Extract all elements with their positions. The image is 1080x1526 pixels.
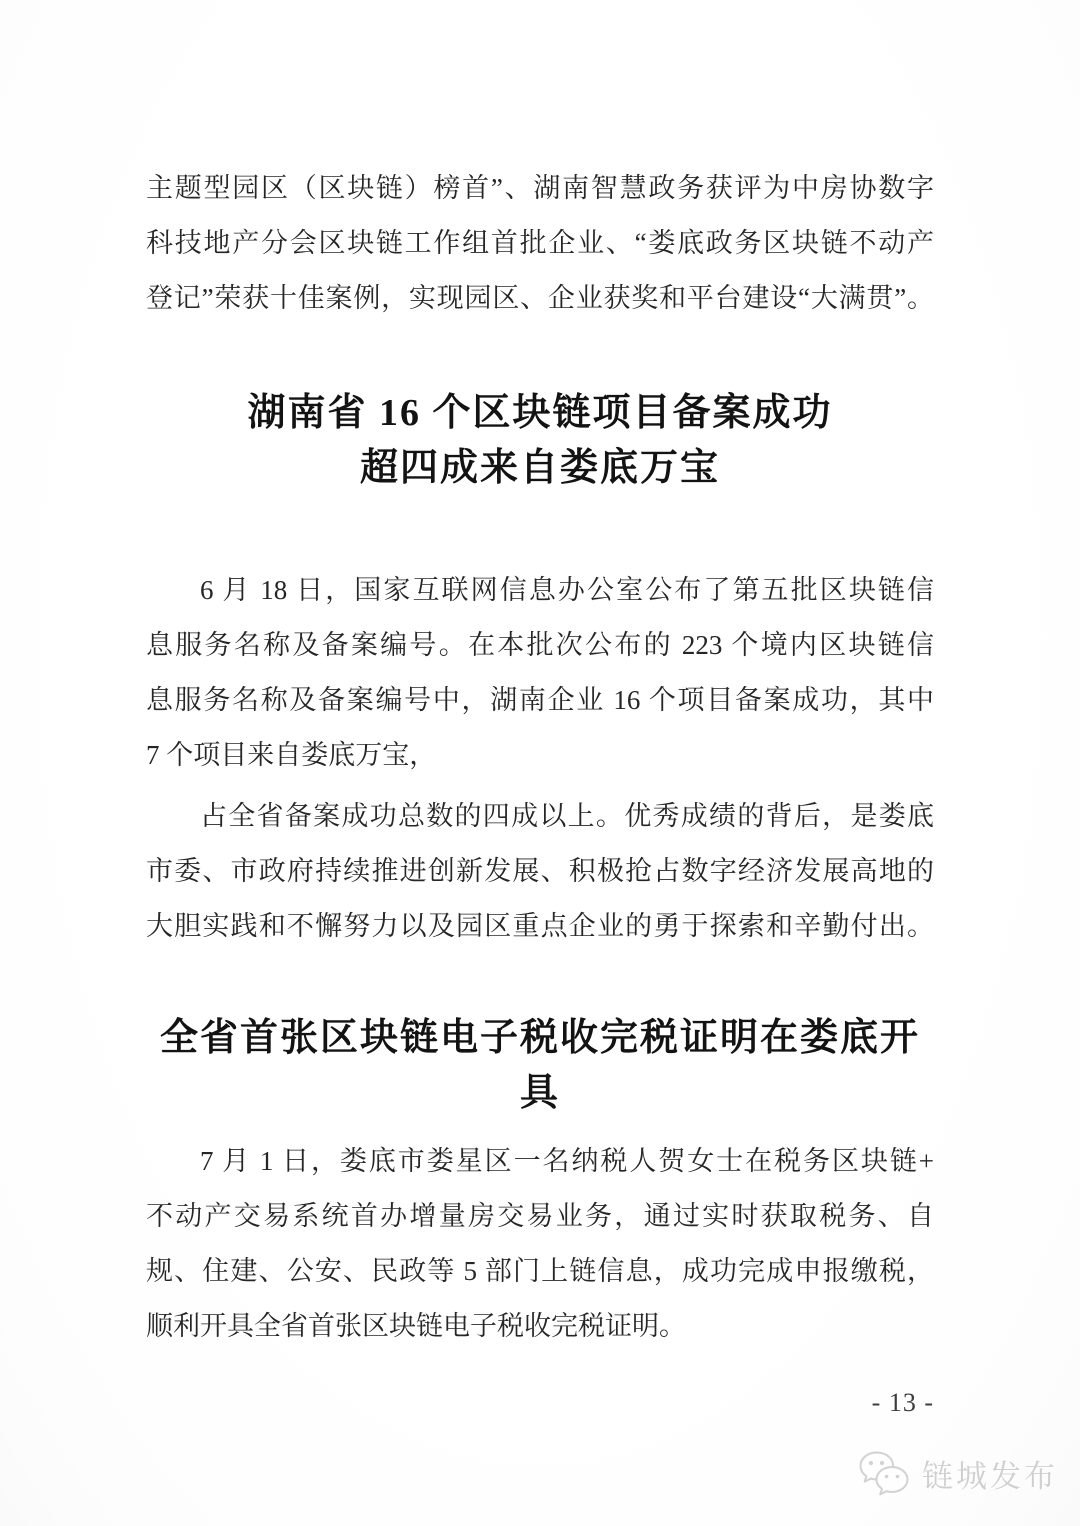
text-line: 主题型园区（区块链）榜首”、湖南智慧政务获评为中房协数字 [146,173,934,203]
page-number: - 13 - [871,1388,934,1417]
text-line: 占全省备案成功总数的四成以上。优秀成绩的背后，是娄底 [200,801,934,831]
section-heading-tax-certificate [146,1011,934,1114]
text-line: 规、住建、公安、民政等 5 部门上链信息，成功完成申报缴税， [146,1256,934,1286]
text-line: 7 月 1 日，娄底市娄星区一名纳税人贺女士在税务区块链+ [200,1146,934,1176]
watermark-label: 链城发布 [922,1458,1058,1494]
text-line: 顺利开具全省首张区块链电子税收完税证明。 [146,1311,686,1341]
text-line: 7 个项目来自娄底万宝， [146,740,437,770]
text-line: 息服务名称及备案编号。在本批次公布的 223 个境内区块链信 [146,630,934,660]
wechat-logo-icon [857,1449,915,1497]
text-line: 大胆实践和不懈努力以及园区重点企业的勇于探索和辛勤付出。 [146,911,934,941]
watermark [857,1449,1058,1497]
paragraph-tax-news [146,1134,934,1354]
paragraph-filing-news [146,563,934,783]
text-line: 市委、市政府持续推进创新发展、积极抢占数字经济发展高地的 [146,856,934,886]
paragraph-intro [146,161,934,326]
text-line: 息服务名称及备案编号中，湖南企业 16 个项目备案成功，其中 [146,685,934,715]
text-line: 不动产交易系统首办增量房交易业务，通过实时获取税务、自 [146,1201,934,1231]
heading-line: 湖南省 16 个区块链项目备案成功 [247,392,833,434]
text-line: 登记”荣获十佳案例，实现园区、企业获奖和平台建设“大满贯”。 [146,283,934,313]
paragraph-achievement [146,789,934,954]
section-heading-filing [146,386,934,496]
heading-line: 全省首张区块链电子税收完税证明在娄底开具 [159,1017,920,1114]
heading-line: 超四成来自娄底万宝 [359,447,720,489]
text-line: 6 月 18 日，国家互联网信息办公室公布了第五批区块链信 [200,575,934,605]
text-line: 科技地产分会区块链工作组首批企业、“娄底政务区块链不动产 [146,228,934,258]
